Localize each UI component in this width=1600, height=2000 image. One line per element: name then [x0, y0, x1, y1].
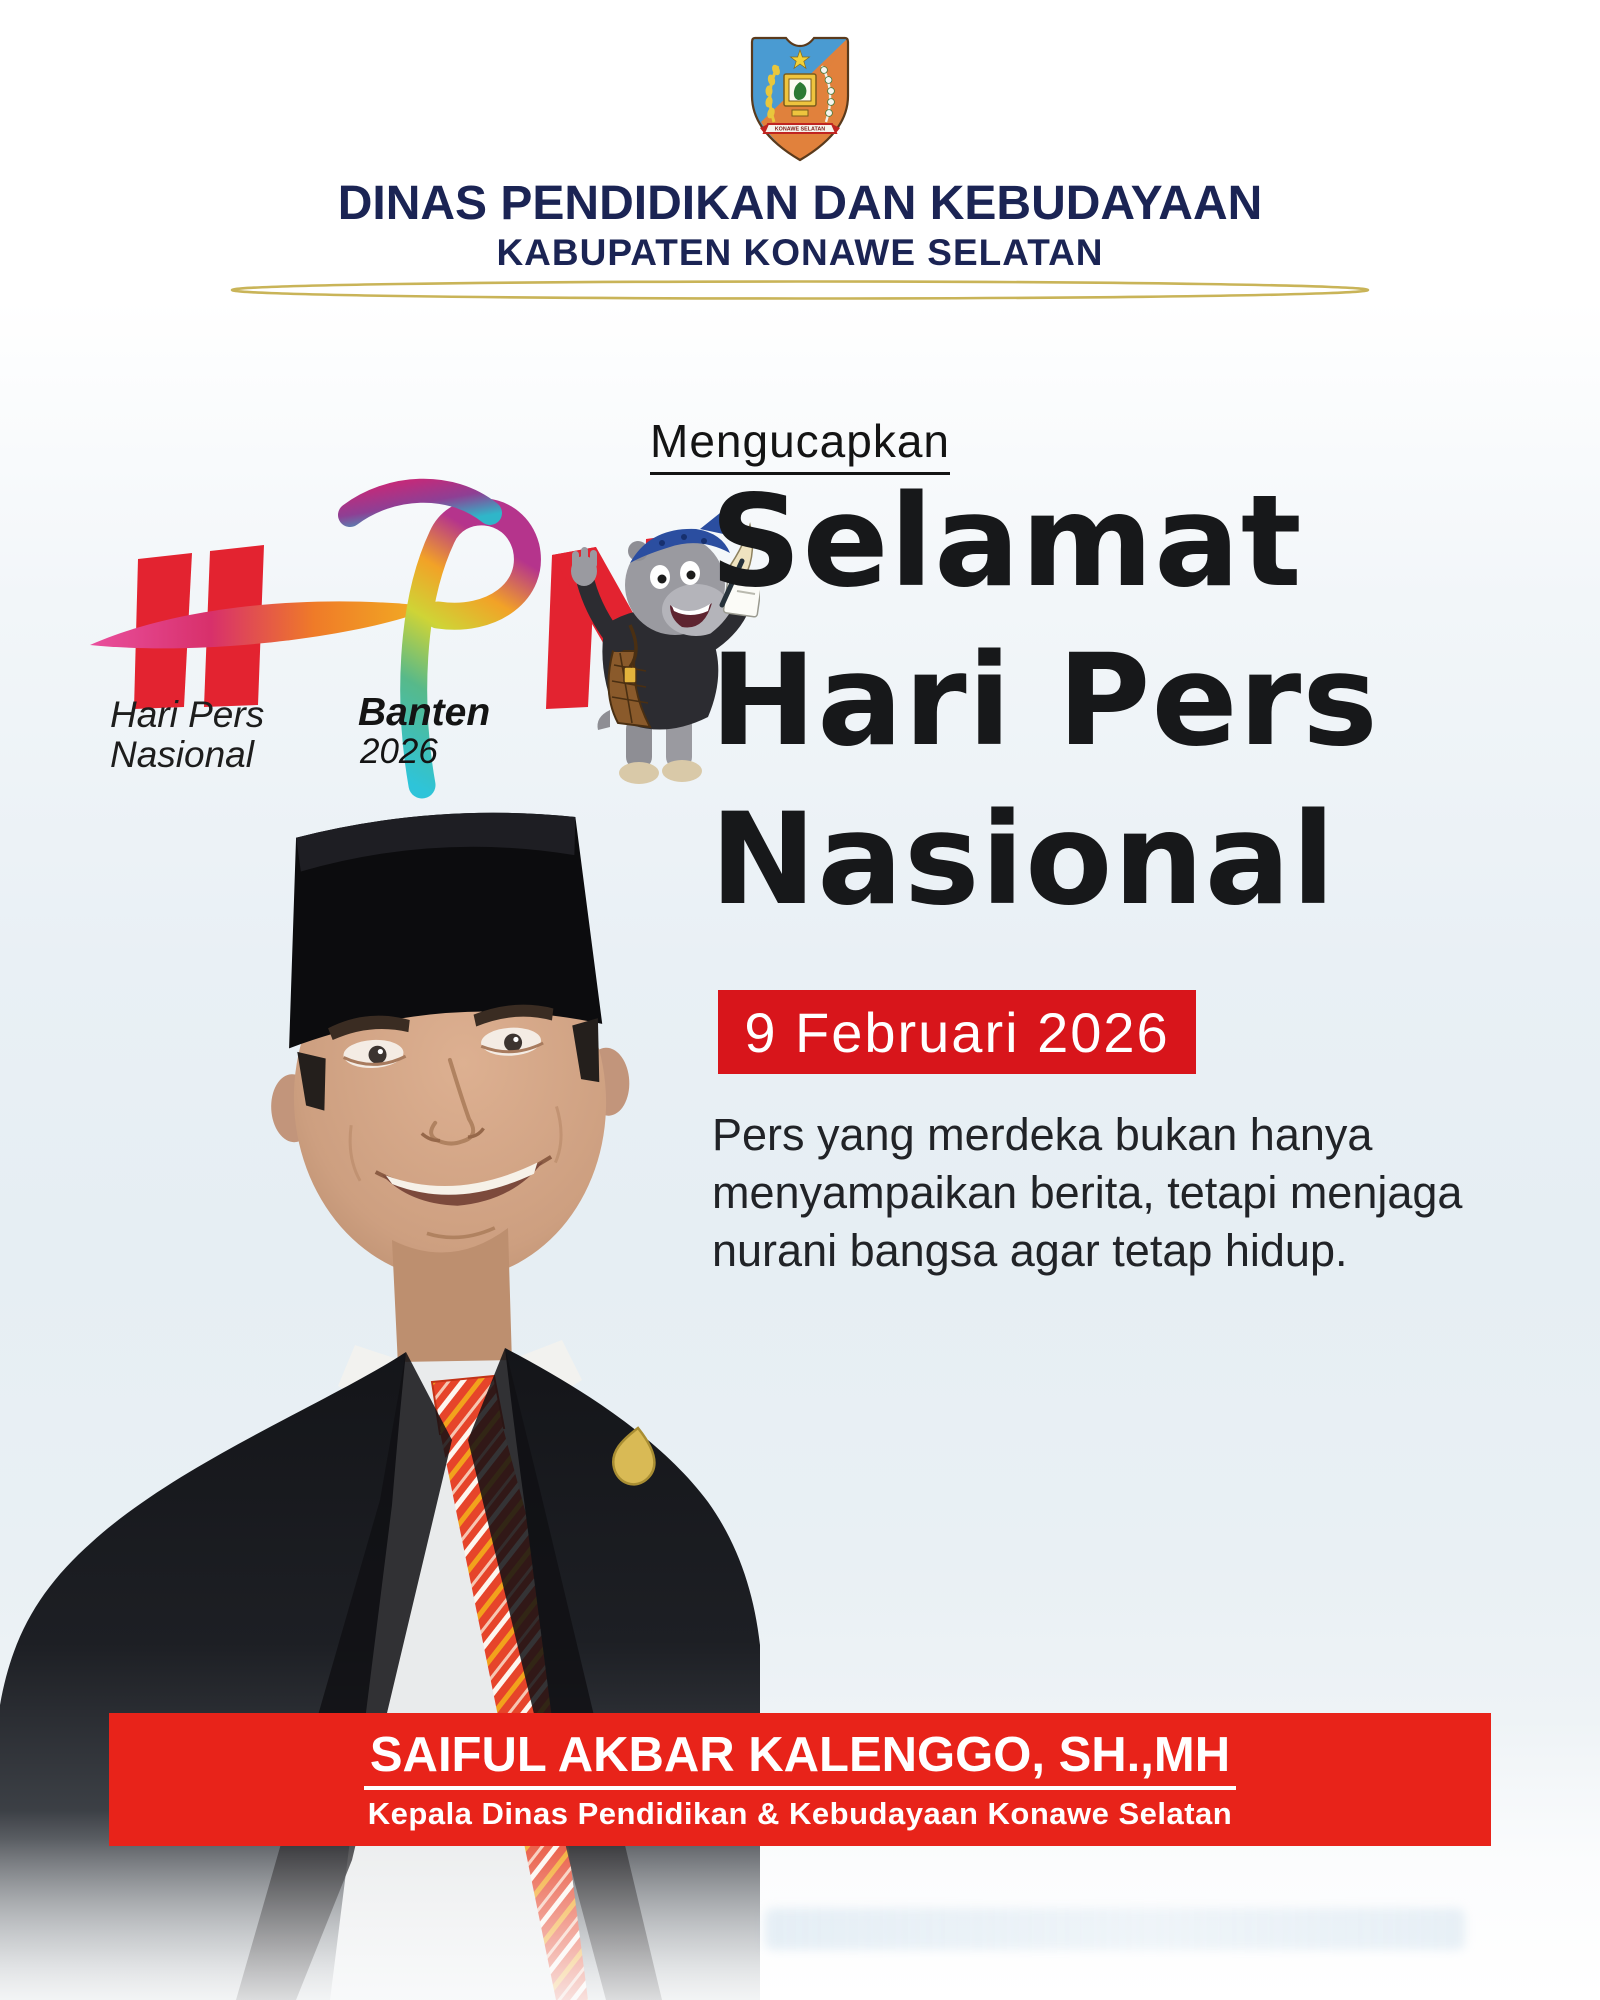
crest-ribbon — [760, 124, 840, 133]
portrait-head — [256, 805, 639, 1289]
hpn-2026-logo — [90, 455, 760, 805]
greeting-line3: Nasional — [710, 785, 1337, 933]
gold-divider — [228, 278, 1372, 302]
hpn-name-line2: Nasional — [110, 734, 254, 775]
quote-line2: menyampaikan berita, tetapi menjaga — [712, 1167, 1463, 1218]
quote-line1: Pers yang merdeka bukan hanya — [712, 1109, 1373, 1160]
hpn-year: 2026 — [360, 732, 438, 771]
signature-banner — [109, 1713, 1491, 1846]
agency-region: KABUPATEN KONAWE SELATAN — [496, 232, 1104, 273]
date-badge-text: 9 Februari 2026 — [744, 1000, 1170, 1064]
hpn-host: Banten — [358, 691, 491, 734]
greeting-line1: Selamat — [710, 467, 1303, 615]
watermark-remnant — [765, 1908, 1465, 1950]
greeting-headline — [710, 462, 1530, 939]
agency-name: DINAS PENDIDIKAN DAN KEBUDAYAAN — [337, 177, 1263, 230]
date-badge — [718, 990, 1196, 1074]
greeting-line2: Hari Pers — [710, 626, 1379, 774]
official-name: SAIFUL AKBAR KALENGGO, SH.,MH — [364, 1727, 1236, 1790]
intro-label: Mengucapkan — [0, 414, 1600, 468]
quote-line3: nurani bangsa agar tetap hidup. — [712, 1225, 1348, 1276]
official-title: Kepala Dinas Pendidikan & Kebudayaan Konawe Selatan — [367, 1796, 1233, 1831]
konawe-selatan-crest-icon — [748, 34, 852, 164]
crest-ribbon-text: KONAWE SELATAN — [774, 126, 826, 133]
hpn-name-line1: Hari Pers — [110, 694, 265, 735]
quote-text — [712, 1106, 1502, 1280]
